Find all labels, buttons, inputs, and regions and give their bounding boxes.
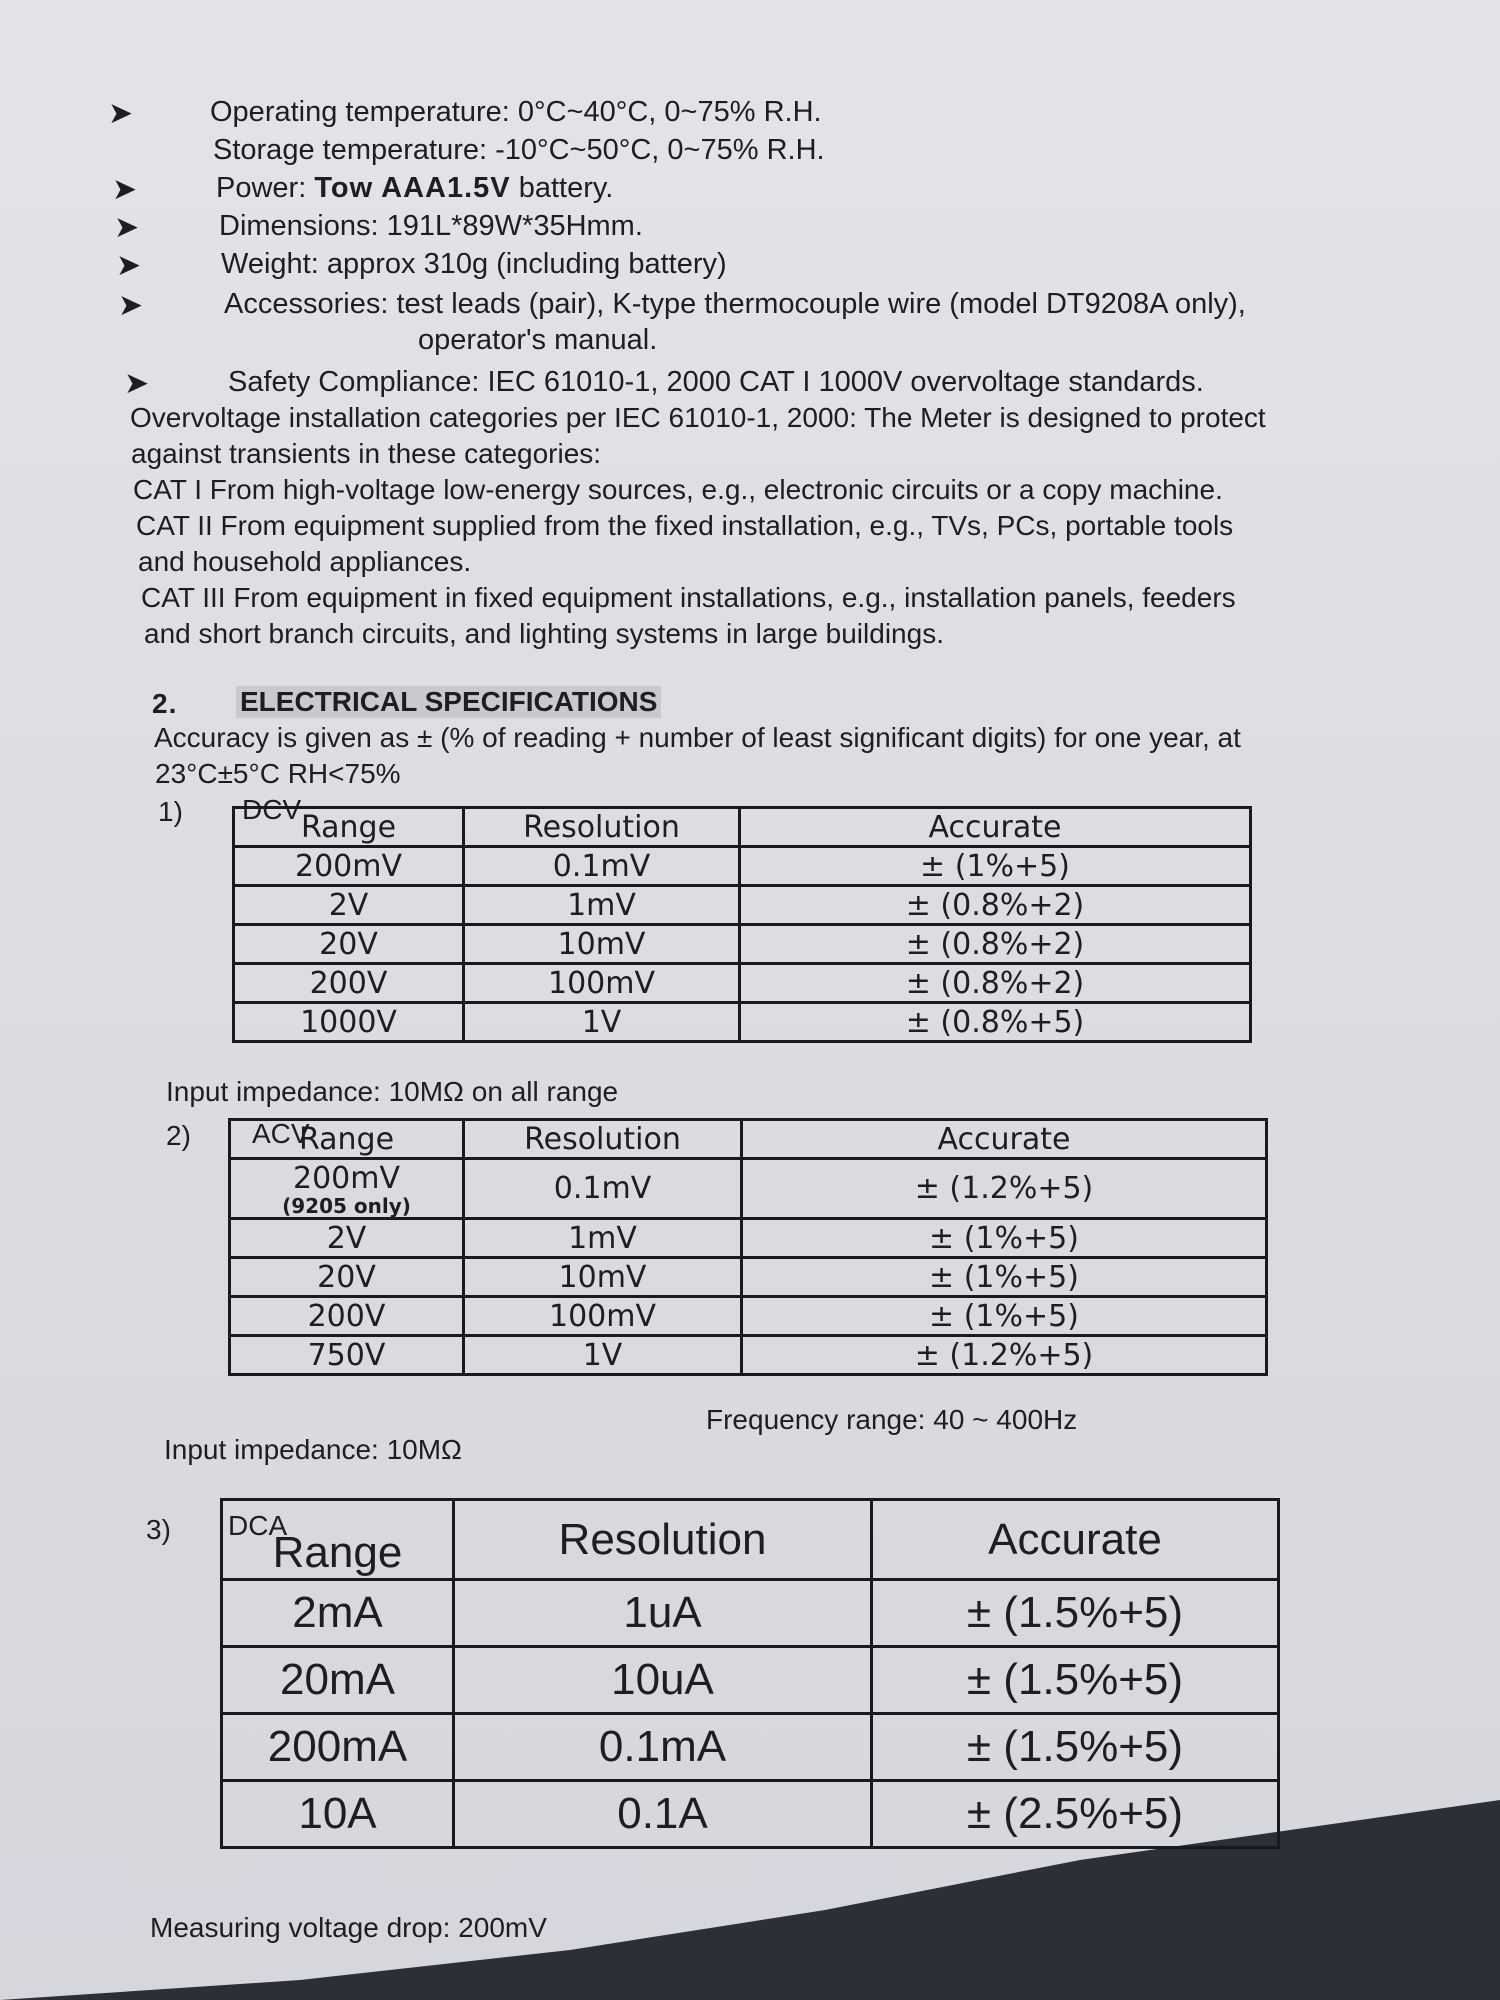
table-header-row: Range Resolution Accurate — [222, 1500, 1279, 1580]
document-page: ➤ Operating temperature: 0°C~40°C, 0~75% R.H. Storage temperature: -10°C~50°C, 0~75% R.H. ➤ Power: Tow AAA1.5V battery. ➤ Dimensions: 191L*89W*35Hmm. ➤ Weight: approx 310g (including battery) ➤ Accessories: test leads (pair), K-type thermocouple wire (model DT9208A only), operator's manual. ➤ Safety Compliance: IEC 61010-1, 2000 CAT I 1000V overvoltage standards. Overvoltage installation categories per IEC 61010-1, 2000: The Meter is designed to protect against transients in these categories: CAT I From high-voltage low-energy sources, e.g., electronic circuits or a copy machine. CAT II From equipment supplied from the fixed installation, e.g., TVs, PCs, portable tools and household appliances. CAT III From equipment in fixed equipment installations, e.g., installation panels, feeders and short branch circuits, and lighting systems in large buildings. 2. ELECTRICAL SPECIFICATIONS Accuracy is given as ± (% of reading + number of least significant digits) for one year, at 23°C±5°C RH<75% 1) DCV Range Resolution Accurate 200mV 0.1mV ± (1%+5) 2V 1mV ± (0.8%+2) 20V 10mV ± (0.8%+2) 200V 100mV ± (0.8%+2) 1000V 1V ± (0.8%+5) Input impedance: 10MΩ on all range 2) ACV Range Resolution Accurate 200mV (9205 only) 0.1mV ± (1.2%+5) 2V 1mV ± (1%+5) 20V 10mV ± (1%+5) 200V 100mV ± (1%+5) 750V 1V ± (1.2%+5) Input impedance: 10MΩ Frequency range: 40 ~ 400Hz 3) DCA Range Resolution Accurate 2mA 1uA ± (1.5%+5) 20mA 10uA ± (1.5%+5) 200mA 0.1mA ± (1.5%+5) 10A 0.1A ± (2.5%+5) Measuring voltage drop: 200mV — [0, 0, 1500, 2000]
bullet-accessories-cont: operator's manual. — [418, 324, 658, 356]
acv-frequency-note: Frequency range: 40 ~ 400Hz — [706, 1404, 1078, 1435]
table-row: 200V 100mV ± (1%+5) — [230, 1297, 1267, 1336]
bullet-accessories: Accessories: test leads (pair), K-type thermocouple wire (model DT9208A only), — [224, 288, 1246, 320]
acv-index: 2) — [166, 1120, 191, 1151]
section-number: 2. — [152, 688, 178, 719]
arrow-bullet-icon: ➤ — [112, 173, 138, 206]
dcv-impedance-note: Input impedance: 10MΩ on all range — [166, 1076, 619, 1107]
accuracy-conditions: 23°C±5°C RH<75% — [155, 758, 401, 789]
dca-index: 3) — [146, 1514, 171, 1545]
table-row: 2mA 1uA ± (1.5%+5) — [222, 1580, 1279, 1647]
dcv-table — [232, 806, 1252, 1043]
bullet-operating-temp: Operating temperature: 0°C~40°C, 0~75% R.H. — [210, 96, 822, 128]
table-row: 1000V 1V ± (0.8%+5) — [234, 1003, 1251, 1042]
acv-table — [228, 1118, 1268, 1376]
acv-impedance-note: Input impedance: 10MΩ — [164, 1434, 462, 1465]
dca-table — [220, 1498, 1280, 1849]
bullet-storage-temp: Storage temperature: -10°C~50°C, 0~75% R.H. — [213, 134, 825, 166]
table-row: 10A 0.1A ± (2.5%+5) — [222, 1781, 1279, 1848]
section-title: ELECTRICAL SPECIFICATIONS — [236, 686, 661, 718]
table-row: 2V 1mV ± (1%+5) — [230, 1219, 1267, 1258]
model-note: (9205 only) — [282, 1194, 411, 1218]
table-row: 2V 1mV ± (0.8%+2) — [234, 886, 1251, 925]
table-row: 200mA 0.1mA ± (1.5%+5) — [222, 1714, 1279, 1781]
accuracy-note: Accuracy is given as ± (% of reading + number of least significant digits) for one year, at — [154, 722, 1241, 753]
arrow-bullet-icon: ➤ — [114, 211, 140, 244]
bullet-weight: Weight: approx 310g (including battery) — [221, 248, 727, 280]
table-header-row: Range Resolution Accurate — [234, 808, 1251, 847]
bullet-safety: Safety Compliance: IEC 61010-1, 2000 CAT I 1000V overvoltage standards. — [228, 366, 1204, 398]
dca-voltage-drop-note: Measuring voltage drop: 200mV — [150, 1912, 547, 1943]
dca-title: DCA — [228, 1510, 288, 1541]
arrow-bullet-icon: ➤ — [108, 97, 134, 130]
arrow-bullet-icon: ➤ — [118, 289, 144, 322]
table-row: 750V 1V ± (1.2%+5) — [230, 1336, 1267, 1375]
table-row: 20mA 10uA ± (1.5%+5) — [222, 1647, 1279, 1714]
arrow-bullet-icon: ➤ — [124, 367, 150, 400]
acv-title: ACV — [252, 1118, 310, 1149]
dcv-title: DCV — [242, 794, 302, 825]
table-row: 20V 10mV ± (0.8%+2) — [234, 925, 1251, 964]
bullet-dimensions: Dimensions: 191L*89W*35Hmm. — [219, 210, 643, 242]
table-header-row: Range Resolution Accurate — [230, 1120, 1267, 1159]
table-row: 200V 100mV ± (0.8%+2) — [234, 964, 1251, 1003]
arrow-bullet-icon: ➤ — [116, 249, 142, 282]
table-row: 20V 10mV ± (1%+5) — [230, 1258, 1267, 1297]
table-row: 200mV (9205 only) 0.1mV ± (1.2%+5) — [230, 1159, 1267, 1219]
bullet-power: Power: Tow AAA1.5V battery. — [216, 172, 614, 204]
dcv-index: 1) — [158, 796, 183, 827]
table-row: 200mV 0.1mV ± (1%+5) — [234, 847, 1251, 886]
